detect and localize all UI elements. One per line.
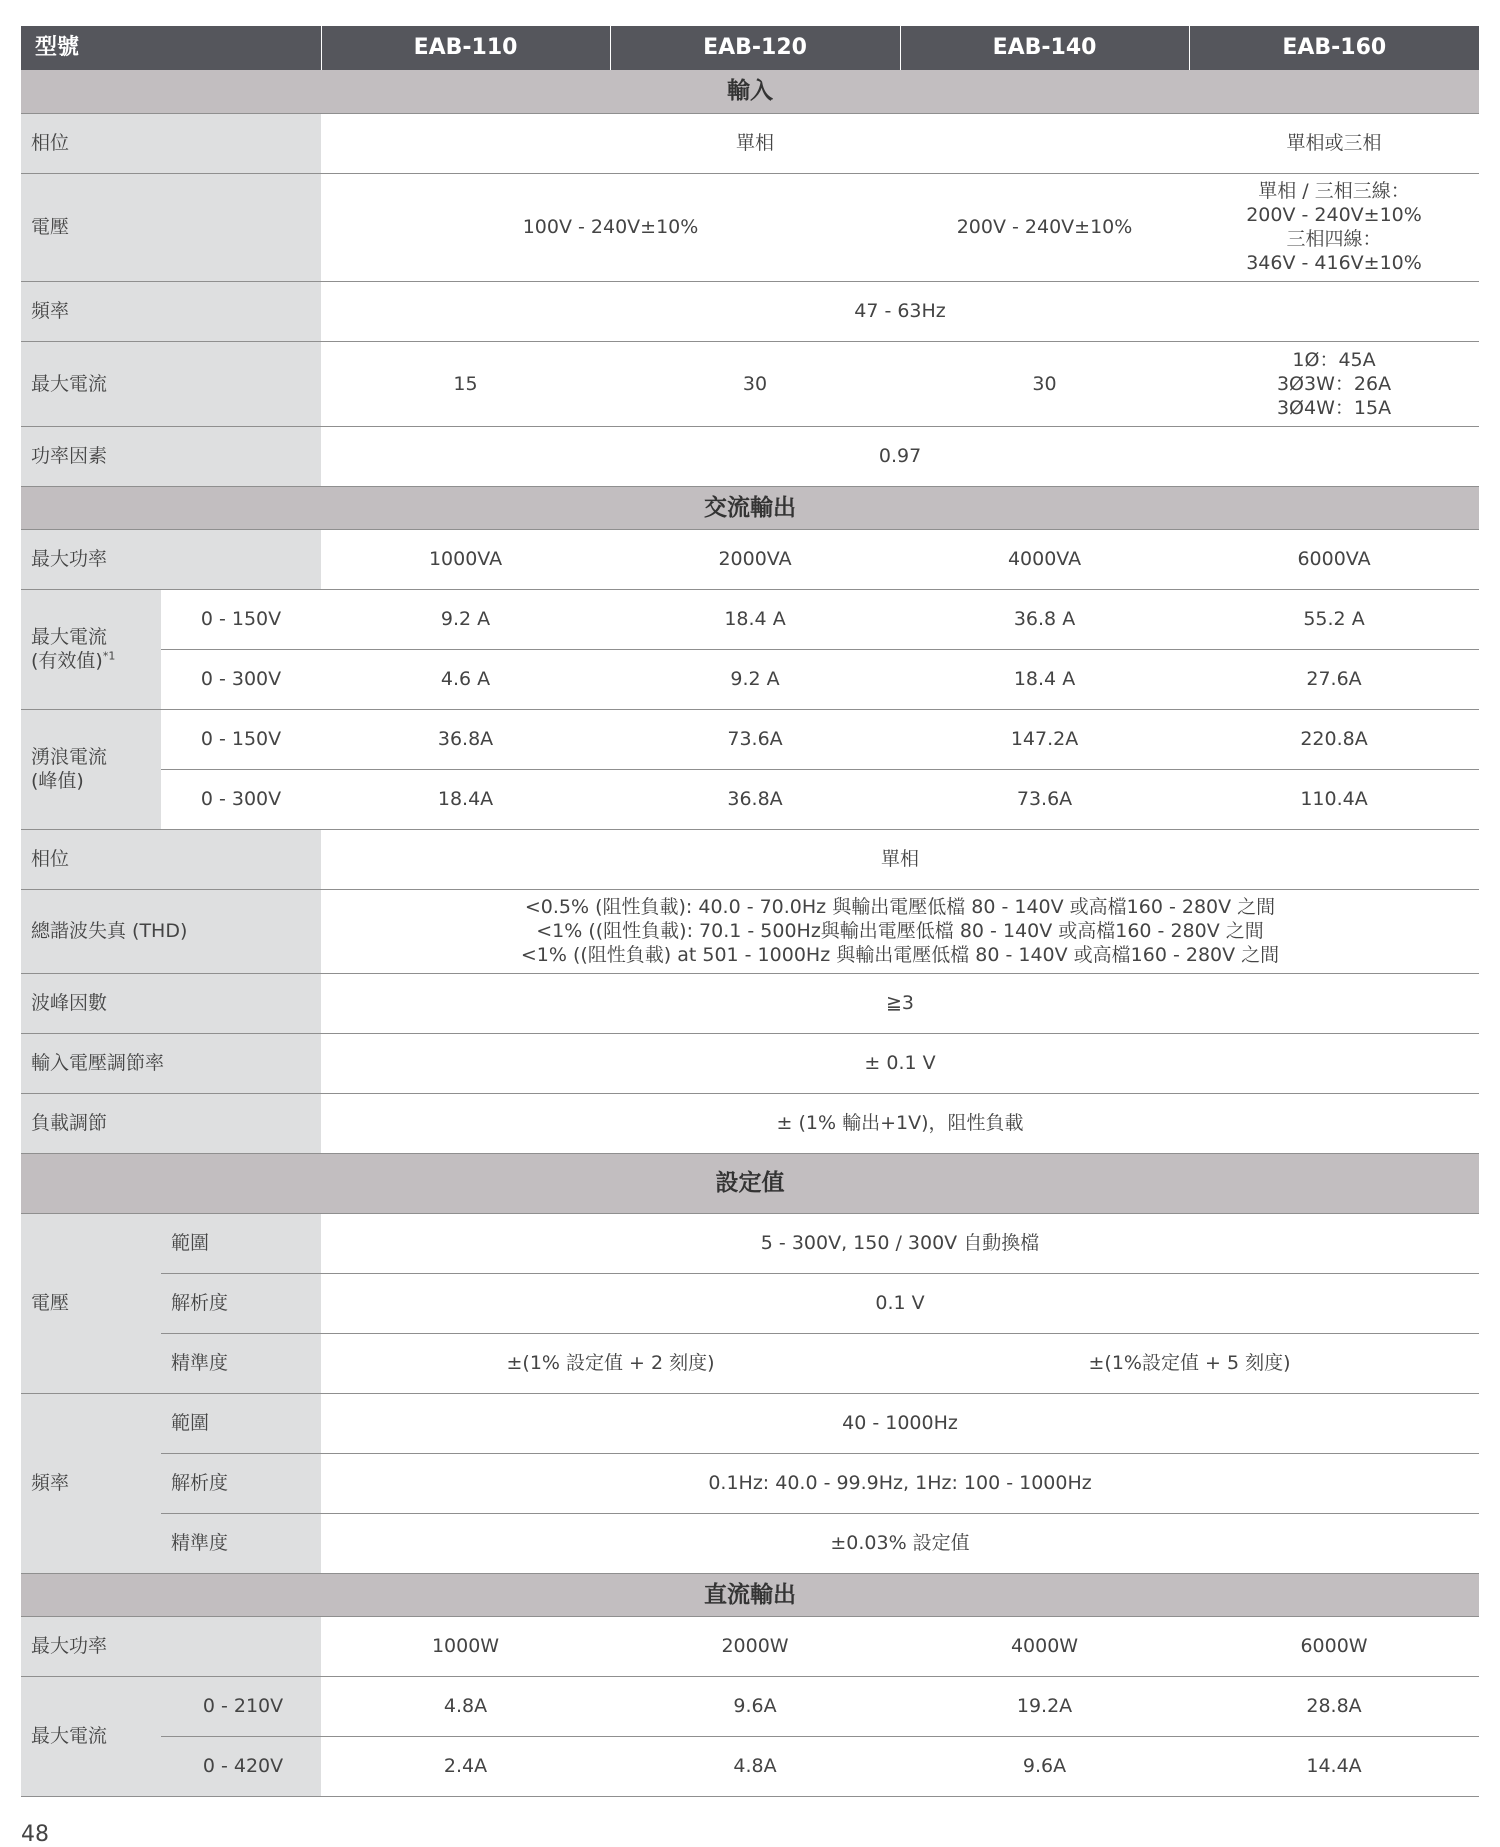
cell-value: ±0.03% 設定值 [321, 1513, 1479, 1573]
header-row [21, 26, 1479, 70]
range-label: 0 - 150V [161, 589, 321, 649]
row-label: 輸入電壓調節率 [21, 1033, 321, 1093]
cell-value: ± 0.1 V [321, 1033, 1479, 1093]
cell-value: 單相或三相 [1189, 113, 1479, 173]
cell-line: <1% ((阻性負載): 70.1 - 500Hz與輸出電壓低檔 80 - 140V 或高檔160 - 280V 之間 [536, 920, 1264, 942]
table-row [21, 426, 1479, 486]
table-row [21, 709, 1479, 769]
row-label [21, 589, 161, 709]
model-label: 型號 [21, 26, 321, 70]
cell-value: 27.6A [1189, 649, 1479, 709]
table-row [21, 1033, 1479, 1093]
table-row [21, 1213, 1479, 1273]
section-title: 直流輸出 [21, 1573, 1479, 1616]
spec-table [21, 26, 1479, 1797]
cell-value: 55.2 A [1189, 589, 1479, 649]
cell-value: 100V - 240V±10% [321, 173, 900, 281]
model-eab-110: EAB-110 [321, 26, 610, 70]
cell-value: 9.2 A [610, 649, 900, 709]
cell-line: <1% ((阻性負載) at 501 - 1000Hz 與輸出電壓低檔 80 - 140V 或高檔160 - 280V 之間 [520, 944, 1280, 966]
sub-label: 解析度 [161, 1273, 321, 1333]
cell-line: 200V - 240V±10% [1246, 204, 1422, 226]
model-eab-160: EAB-160 [1189, 26, 1479, 70]
label-line: 湧浪電流 [31, 746, 108, 768]
cell-value: 1000VA [321, 529, 610, 589]
cell-value: 9.6A [900, 1736, 1189, 1796]
row-label: 負載調節 [21, 1093, 321, 1153]
cell-value: 73.6A [610, 709, 900, 769]
row-label: 電壓 [21, 1213, 161, 1393]
cell-value: 220.8A [1189, 709, 1479, 769]
section-title: 交流輸出 [21, 486, 1479, 529]
cell-value: 4000VA [900, 529, 1189, 589]
label-line: 最大電流 [31, 626, 108, 648]
cell-value: 9.2 A [321, 589, 610, 649]
cell-value: 2000VA [610, 529, 900, 589]
table-row [21, 281, 1479, 341]
cell-value: 36.8A [610, 769, 900, 829]
cell-value: 6000W [1189, 1616, 1479, 1676]
page-number: 48 [21, 1822, 49, 1847]
cell-value: 14.4A [1189, 1736, 1479, 1796]
range-label: 0 - 210V [161, 1676, 321, 1736]
cell-value: 200V - 240V±10% [900, 173, 1189, 281]
cell-line: 1Ø：45A [1292, 348, 1376, 371]
row-label: 總諧波失真 (THD) [21, 889, 321, 973]
row-label: 頻率 [21, 1393, 161, 1573]
table-row [21, 1273, 1479, 1333]
table-row [21, 589, 1479, 649]
cell-value: 0.1Hz: 40.0 - 99.9Hz, 1Hz: 100 - 1000Hz [321, 1453, 1479, 1513]
cell-value: 0.97 [321, 426, 1479, 486]
cell-value: 36.8A [321, 709, 610, 769]
cell-value: 0.1 V [321, 1273, 1479, 1333]
model-eab-120: EAB-120 [610, 26, 900, 70]
cell-line: 單相 / 三相三線： [1258, 180, 1410, 202]
cell-value: ±(1%設定值 + 5 刻度) [900, 1333, 1479, 1393]
row-label: 電壓 [21, 173, 321, 281]
cell-line: 3Ø4W：15A [1276, 396, 1392, 419]
cell-value [1189, 173, 1479, 281]
cell-value: 18.4A [321, 769, 610, 829]
cell-value: ± (1% 輸出+1V)，阻性負載 [321, 1093, 1479, 1153]
table-row [21, 1333, 1479, 1393]
row-label: 最大電流 [21, 1676, 161, 1796]
table-row [21, 113, 1479, 173]
cell-value: 47 - 63Hz [321, 281, 1479, 341]
cell-value: 28.8A [1189, 1676, 1479, 1736]
cell-value: 147.2A [900, 709, 1189, 769]
cell-value [1189, 341, 1479, 426]
cell-value: 18.4 A [610, 589, 900, 649]
cell-value: 9.6A [610, 1676, 900, 1736]
range-label: 0 - 300V [161, 769, 321, 829]
model-eab-140: EAB-140 [900, 26, 1189, 70]
table-row [21, 1616, 1479, 1676]
sub-label: 範圍 [161, 1393, 321, 1453]
cell-value: 4.6 A [321, 649, 610, 709]
table-row [21, 1093, 1479, 1153]
sub-label: 範圍 [161, 1213, 321, 1273]
cell-value: 4.8A [610, 1736, 900, 1796]
row-label: 波峰因數 [21, 973, 321, 1033]
cell-line: <0.5% (阻性負載): 40.0 - 70.0Hz 與輸出電壓低檔 80 - 140V 或高檔160 - 280V 之間 [524, 896, 1276, 918]
sub-label: 精準度 [161, 1513, 321, 1573]
range-label: 0 - 420V [161, 1736, 321, 1796]
cell-value: 2000W [610, 1616, 900, 1676]
table-row [21, 649, 1479, 709]
cell-value: 5 - 300V, 150 / 300V 自動換檔 [321, 1213, 1479, 1273]
cell-value: 單相 [321, 829, 1479, 889]
row-label: 最大功率 [21, 1616, 321, 1676]
cell-value: 2.4A [321, 1736, 610, 1796]
label-line: (峰值) [31, 770, 84, 792]
section-title: 設定值 [21, 1153, 1479, 1213]
table-row [21, 1513, 1479, 1573]
row-label: 最大功率 [21, 529, 321, 589]
row-label: 相位 [21, 113, 321, 173]
cell-value: 15 [321, 341, 610, 426]
row-label: 功率因素 [21, 426, 321, 486]
cell-value: 19.2A [900, 1676, 1189, 1736]
cell-value: 4000W [900, 1616, 1189, 1676]
sub-label: 精準度 [161, 1333, 321, 1393]
cell-value: ±(1% 設定值 + 2 刻度) [321, 1333, 900, 1393]
row-label: 最大電流 [21, 341, 321, 426]
cell-value: 110.4A [1189, 769, 1479, 829]
section-input [21, 70, 1479, 113]
range-label: 0 - 300V [161, 649, 321, 709]
cell-line: 346V - 416V±10% [1246, 252, 1422, 274]
label-line [31, 649, 155, 673]
cell-value: 73.6A [900, 769, 1189, 829]
row-label: 相位 [21, 829, 321, 889]
cell-value [321, 889, 1479, 973]
cell-line: 三相四線： [1286, 228, 1382, 250]
row-label [21, 709, 161, 829]
section-settings [21, 1153, 1479, 1213]
table-row [21, 769, 1479, 829]
range-label: 0 - 150V [161, 709, 321, 769]
cell-value: 4.8A [321, 1676, 610, 1736]
row-label: 頻率 [21, 281, 321, 341]
section-dc-output [21, 1573, 1479, 1616]
table-row [21, 1453, 1479, 1513]
label-line-text: (有效值) [31, 650, 103, 672]
table-row [21, 1676, 1479, 1736]
cell-value: 單相 [321, 113, 1189, 173]
table-row [21, 973, 1479, 1033]
cell-value: 18.4 A [900, 649, 1189, 709]
footnote-marker: *1 [102, 649, 116, 663]
cell-value: 1000W [321, 1616, 610, 1676]
table-row [21, 1393, 1479, 1453]
sub-label: 解析度 [161, 1453, 321, 1513]
table-row [21, 173, 1479, 281]
cell-value: 36.8 A [900, 589, 1189, 649]
cell-line: 3Ø3W：26A [1276, 372, 1392, 395]
section-ac-output [21, 486, 1479, 529]
table-row [21, 1736, 1479, 1796]
cell-value: 30 [900, 341, 1189, 426]
table-row [21, 529, 1479, 589]
table-row [21, 829, 1479, 889]
cell-value: 40 - 1000Hz [321, 1393, 1479, 1453]
table-row [21, 341, 1479, 426]
cell-value: ≧3 [321, 973, 1479, 1033]
cell-value: 30 [610, 341, 900, 426]
section-title: 輸入 [21, 70, 1479, 113]
cell-value: 6000VA [1189, 529, 1479, 589]
table-row [21, 889, 1479, 973]
